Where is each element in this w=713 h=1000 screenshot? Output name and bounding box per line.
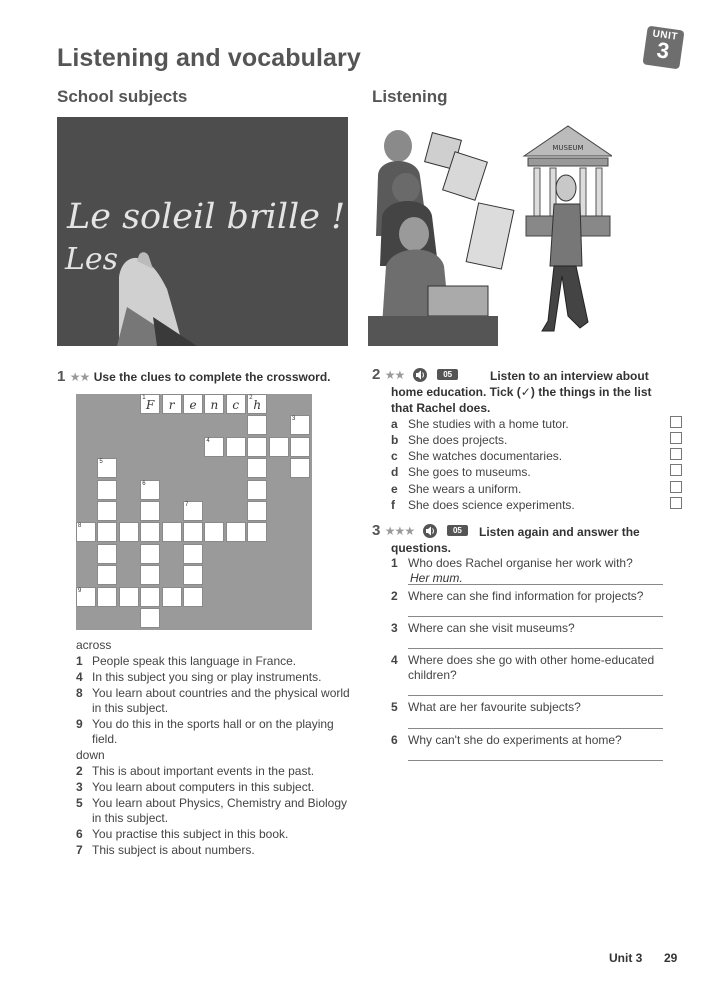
page-title: Listening and vocabulary bbox=[57, 44, 361, 72]
clue-number: 7 bbox=[76, 843, 83, 857]
clue-text: This is about important events in the past. bbox=[92, 764, 315, 778]
down-label: down bbox=[76, 748, 105, 762]
crossword-cell[interactable] bbox=[226, 394, 246, 414]
home-education-illustration bbox=[368, 116, 612, 346]
clue-text: You learn about computers in this subject. bbox=[92, 780, 315, 794]
crossword-cell[interactable] bbox=[140, 480, 160, 500]
crossword-cell[interactable] bbox=[119, 522, 139, 542]
clue-text: This subject is about numbers. bbox=[92, 843, 255, 857]
exercise1-stars: ★★ bbox=[69, 370, 90, 384]
unit-badge-number: 3 bbox=[655, 37, 671, 64]
down-clue-5 bbox=[76, 796, 356, 826]
item-letter: e bbox=[391, 482, 398, 496]
crossword-cell[interactable] bbox=[247, 458, 267, 478]
crossword-cell[interactable] bbox=[247, 394, 267, 414]
museum-sign-text: MUSEUM bbox=[552, 144, 584, 152]
tick-checkbox[interactable] bbox=[670, 448, 682, 460]
list-item bbox=[391, 417, 691, 431]
down-clue-3 bbox=[76, 780, 356, 795]
question-number: 1 bbox=[391, 556, 398, 570]
crossword-letter: h bbox=[253, 398, 262, 412]
crossword-cell[interactable] bbox=[97, 458, 117, 478]
tick-checkbox[interactable] bbox=[670, 481, 682, 493]
crossword-cell[interactable] bbox=[247, 522, 267, 542]
item-letter: d bbox=[391, 465, 399, 479]
tick-checkbox[interactable] bbox=[670, 497, 682, 509]
exercise1-heading bbox=[57, 368, 357, 386]
exercise1-instruction: Use the clues to complete the crossword. bbox=[93, 370, 331, 384]
crossword-cell[interactable] bbox=[183, 394, 203, 414]
question-text: What are her favourite subjects? bbox=[408, 700, 581, 714]
clue-text: You learn about countries and the physical world in this subject. bbox=[92, 686, 350, 715]
crossword-cell[interactable] bbox=[247, 501, 267, 521]
answer-example: Her mum. bbox=[410, 571, 463, 585]
crossword-clue-number: 4 bbox=[206, 437, 210, 444]
school-subjects-heading: School subjects bbox=[57, 87, 188, 106]
crossword-cell[interactable] bbox=[97, 501, 117, 521]
question-text: Where can she visit museums? bbox=[408, 621, 575, 635]
crossword-cell[interactable] bbox=[183, 587, 203, 607]
list-item bbox=[391, 449, 691, 463]
item-letter: f bbox=[391, 498, 395, 512]
crossword-clue-number: 2 bbox=[249, 395, 253, 401]
crossword-cell[interactable] bbox=[247, 415, 267, 435]
hand-illustration bbox=[57, 117, 348, 346]
question-number: 6 bbox=[391, 733, 398, 747]
clue-number: 2 bbox=[76, 764, 83, 778]
crossword-grid bbox=[76, 394, 312, 630]
exercise3-stars: ★★★ bbox=[384, 524, 415, 538]
blackboard-photo bbox=[57, 117, 348, 346]
answer-line[interactable] bbox=[408, 584, 663, 585]
crossword-cell[interactable] bbox=[183, 501, 203, 521]
list-item bbox=[391, 498, 691, 512]
board-text-line2: Les bbox=[65, 242, 119, 277]
clue-number: 1 bbox=[76, 654, 83, 668]
question-number: 4 bbox=[391, 653, 398, 667]
clue-number: 4 bbox=[76, 670, 83, 684]
crossword-cell[interactable] bbox=[204, 437, 224, 457]
clue-text: You practise this subject in this book. bbox=[92, 827, 289, 841]
item-letter: c bbox=[391, 449, 398, 463]
across-clue-9 bbox=[76, 717, 356, 747]
crossword-cell[interactable] bbox=[97, 544, 117, 564]
answer-line[interactable] bbox=[408, 728, 663, 729]
crossword-cell[interactable] bbox=[162, 522, 182, 542]
crossword-cell[interactable] bbox=[204, 394, 224, 414]
crossword-cell[interactable] bbox=[290, 458, 310, 478]
crossword-cell[interactable] bbox=[183, 544, 203, 564]
crossword-cell[interactable] bbox=[226, 522, 246, 542]
crossword-letter: e bbox=[189, 398, 197, 412]
crossword-clue-number: 6 bbox=[142, 480, 146, 487]
crossword-cell[interactable] bbox=[76, 587, 96, 607]
crossword-cell[interactable] bbox=[162, 587, 182, 607]
question-number: 5 bbox=[391, 700, 398, 714]
question-text: Who does Rachel organise her work with? bbox=[408, 556, 633, 570]
listening-heading: Listening bbox=[372, 87, 448, 106]
crossword-cell[interactable] bbox=[97, 565, 117, 585]
list-item bbox=[391, 482, 691, 496]
audio-track-badge: 05 bbox=[437, 369, 458, 380]
question-item bbox=[391, 733, 681, 749]
clue-number: 6 bbox=[76, 827, 83, 841]
crossword-letter: c bbox=[232, 398, 240, 412]
question-number: 2 bbox=[391, 589, 398, 603]
crossword-clue-number: 8 bbox=[78, 523, 82, 530]
tick-checkbox[interactable] bbox=[670, 416, 682, 428]
crossword-letter: F bbox=[146, 398, 155, 412]
answer-line[interactable] bbox=[408, 760, 663, 761]
crossword-cell[interactable] bbox=[140, 394, 160, 414]
answer-line[interactable] bbox=[408, 695, 663, 696]
down-clue-6 bbox=[76, 827, 356, 842]
crossword-cell[interactable] bbox=[183, 565, 203, 585]
question-text: Why can't she do experiments at home? bbox=[408, 733, 622, 747]
crossword-letter: n bbox=[210, 398, 219, 412]
question-text: Where does she go with other home-educated children? bbox=[408, 653, 655, 682]
crossword-cell[interactable] bbox=[247, 437, 267, 457]
crossword-cell[interactable] bbox=[140, 565, 160, 585]
crossword-cell[interactable] bbox=[140, 587, 160, 607]
crossword-cell[interactable] bbox=[183, 522, 203, 542]
exercise2-number: 2 bbox=[372, 366, 381, 383]
board-text-line1: Le soleil brille ! bbox=[67, 197, 346, 237]
item-letter: a bbox=[391, 417, 398, 431]
item-letter: b bbox=[391, 433, 399, 447]
question-item bbox=[391, 700, 681, 716]
exercise3-number: 3 bbox=[372, 522, 381, 539]
down-clue-7 bbox=[76, 843, 356, 858]
crossword-clue-number: 9 bbox=[78, 587, 82, 594]
item-text: She does science experiments. bbox=[408, 498, 575, 512]
answer-line[interactable] bbox=[408, 616, 663, 617]
clue-number: 8 bbox=[76, 686, 83, 700]
crossword-letter: r bbox=[168, 398, 175, 412]
page-number: 29 bbox=[664, 951, 678, 965]
clue-text: In this subject you sing or play instruments. bbox=[92, 670, 322, 684]
tick-checkbox[interactable] bbox=[670, 432, 682, 444]
item-text: She does projects. bbox=[408, 433, 508, 447]
list-item bbox=[391, 465, 691, 479]
crossword-clue-number: 5 bbox=[99, 459, 103, 466]
crossword-cell[interactable] bbox=[204, 522, 224, 542]
across-clue-1 bbox=[76, 654, 356, 669]
across-clue-8 bbox=[76, 686, 356, 716]
crossword-clue-number: 3 bbox=[292, 416, 296, 423]
footer-unit: Unit 3 bbox=[609, 951, 643, 965]
clue-text: You do this in the sports hall or on the playing field. bbox=[92, 717, 334, 746]
across-label: across bbox=[76, 638, 112, 652]
crossword-cell[interactable] bbox=[97, 480, 117, 500]
item-text: She wears a uniform. bbox=[408, 482, 522, 496]
clue-number: 9 bbox=[76, 717, 83, 731]
crossword-cell[interactable] bbox=[226, 437, 246, 457]
question-item bbox=[391, 653, 681, 685]
item-text: She studies with a home tutor. bbox=[408, 417, 569, 431]
crossword-cell[interactable] bbox=[140, 501, 160, 521]
crossword-cell[interactable] bbox=[140, 544, 160, 564]
exercise3-instruction: Listen again and answer the questions. bbox=[391, 525, 640, 555]
crossword-cell[interactable] bbox=[97, 587, 117, 607]
question-text: Where can she find information for projects? bbox=[408, 589, 644, 603]
unit-badge bbox=[642, 26, 684, 70]
crossword-cell[interactable] bbox=[162, 394, 182, 414]
item-text: She watches documentaries. bbox=[408, 449, 563, 463]
question-item bbox=[391, 589, 681, 605]
crossword-cell[interactable] bbox=[76, 522, 96, 542]
crossword-cell[interactable] bbox=[97, 522, 117, 542]
crossword-cell[interactable] bbox=[140, 522, 160, 542]
question-number: 3 bbox=[391, 621, 398, 635]
item-text: She goes to museums. bbox=[408, 465, 531, 479]
question-item bbox=[391, 556, 681, 572]
crossword-cell[interactable] bbox=[247, 480, 267, 500]
crossword-cell[interactable] bbox=[119, 587, 139, 607]
answer-line[interactable] bbox=[408, 648, 663, 649]
crossword-cell[interactable] bbox=[290, 415, 310, 435]
audio-track-badge: 05 bbox=[447, 525, 468, 536]
exercise2-stars: ★★ bbox=[384, 368, 405, 382]
clue-number: 5 bbox=[76, 796, 83, 810]
crossword-cell[interactable] bbox=[269, 437, 289, 457]
down-clue-2 bbox=[76, 764, 356, 779]
question-item bbox=[391, 621, 681, 637]
list-item bbox=[391, 433, 691, 447]
crossword-cell[interactable] bbox=[140, 608, 160, 628]
crossword-cell[interactable] bbox=[290, 437, 310, 457]
clue-number: 3 bbox=[76, 780, 83, 794]
exercise2-instruction: Listen to an interview about home education. Tick (✓) the things in the list that Rachel does. bbox=[391, 369, 652, 415]
across-clue-4 bbox=[76, 670, 356, 685]
crossword-clue-number: 1 bbox=[142, 395, 146, 401]
clue-text: People speak this language in France. bbox=[92, 654, 297, 668]
tick-checkbox[interactable] bbox=[670, 464, 682, 476]
clue-text: You learn about Physics, Chemistry and Biology in this subject. bbox=[92, 796, 348, 825]
exercise1-number: 1 bbox=[57, 368, 66, 385]
unit-badge-label: UNIT bbox=[651, 28, 679, 43]
crossword-clue-number: 7 bbox=[185, 502, 189, 508]
